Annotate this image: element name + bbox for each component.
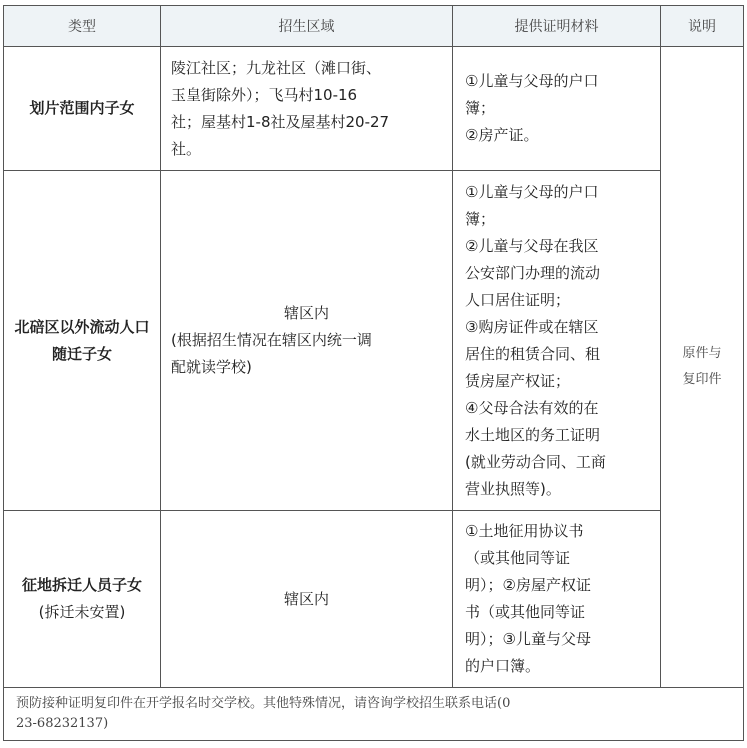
materials-line: ②儿童与父母在我区 [465,236,599,255]
materials-cell [453,511,661,688]
area-note-line: (根据招生情况在辖区内统一调 [171,331,372,349]
materials-line: 赁房屋产权证； [465,371,571,390]
footer-line: 23-68232137) [16,716,109,731]
header-type: 类型 [4,6,161,47]
materials-line: （或其他同等证 [465,549,571,567]
materials-line: 居住的租赁合同、租 [465,344,601,363]
enrollment-table-container [3,5,743,743]
area-cell [161,47,453,171]
materials-line: 的户口簿。 [465,657,541,675]
materials-cell [453,171,661,511]
table-row [4,47,744,171]
note-line: 原件与 [682,346,722,361]
area-cell [161,511,453,688]
area-main: 辖区内 [283,304,329,322]
materials-line: ②房产证。 [465,126,539,144]
area-main: 辖区内 [283,589,329,608]
table-header-row [4,6,744,47]
materials-line: 簿； [465,99,496,117]
header-materials: 提供证明材料 [453,6,661,47]
materials-line: 书（或其他同等证 [465,603,586,621]
footer-line: 预防接种证明复印件在开学报名时交学校。其他特殊情况，请咨询学校招生联系电话(0 [16,696,511,711]
footer-note [4,688,744,741]
note-line: 复印件 [682,372,722,387]
category-label: 划片范围内子女 [29,99,135,117]
materials-line: ③购房证件或在辖区 [465,317,599,336]
footer-row [4,688,744,741]
area-line: 社。 [171,139,202,158]
materials-line: 簿； [465,209,496,228]
materials-line: ①土地征用协议书 [465,522,584,540]
table-row [4,511,744,688]
category-cell [4,47,161,171]
materials-line: 人口居住证明； [465,290,571,309]
category-label: 征地拆迁人员子女 [21,576,142,594]
area-line: 社；屋基村1-8社及屋基村20-27 [171,112,390,131]
category-cell [4,171,161,511]
materials-line: (就业劳动合同、工商 [465,452,606,471]
area-note-line: 配就读学校) [171,358,252,376]
materials-line: ①儿童与父母的户口 [465,72,599,90]
materials-line: 公安部门办理的流动 [465,263,601,282]
header-area: 招生区域 [161,6,453,47]
table-row [4,171,744,511]
materials-line: ①儿童与父母的户口 [465,182,599,201]
enrollment-table [3,5,744,741]
category-cell [4,511,161,688]
materials-line: 水土地区的务工证明 [465,425,601,444]
materials-line: 明）；②房屋产权证 [465,576,591,594]
materials-line: 营业执照等)。 [465,479,561,498]
materials-cell [453,47,661,171]
note-cell [661,47,744,688]
area-line: 玉皇街除外）；飞马村10-16 [171,85,358,104]
materials-line: 明）；③儿童与父母 [465,630,591,648]
area-line: 陵江社区；九龙社区（滩口街、 [171,58,382,77]
area-cell [161,171,453,511]
header-note: 说明 [661,6,744,47]
category-sub-label: (拆迁未安置) [38,603,126,621]
category-label: 北碚区以外流动人口随迁子女 [14,317,150,363]
materials-line: ④父母合法有效的在 [465,398,599,417]
